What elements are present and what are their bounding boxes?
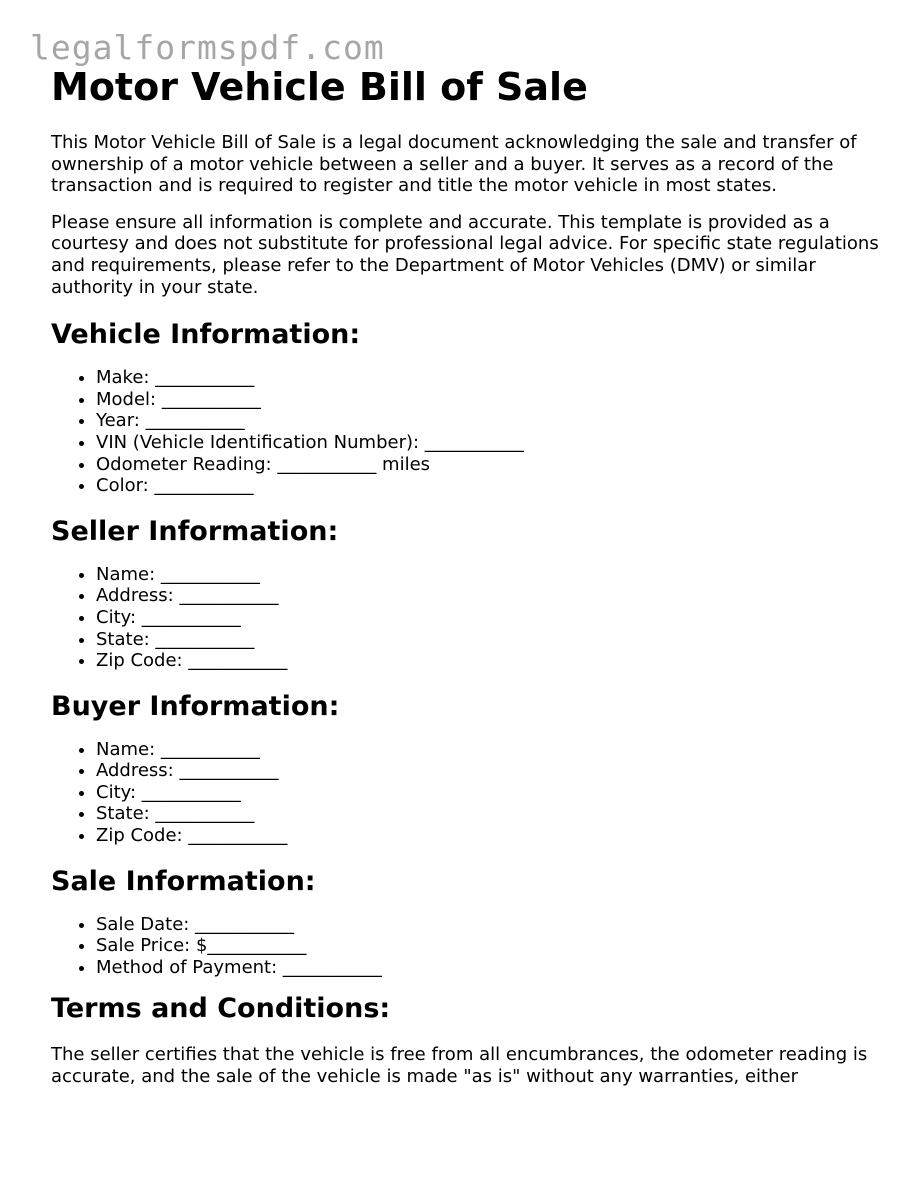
seller-address-field: • Address: ___________ xyxy=(96,585,881,607)
buyer-zip-field: • Zip Code: ___________ xyxy=(96,825,881,847)
buyer-city-field: • City: ___________ xyxy=(96,782,881,804)
vehicle-odometer-field: • Odometer Reading: ___________ miles xyxy=(96,454,881,476)
buyer-fields-list xyxy=(51,739,881,847)
vehicle-vin-field: • VIN (Vehicle Identification Number): ___________ xyxy=(96,432,881,454)
terms-heading: Terms and Conditions: xyxy=(51,993,391,1025)
document-page xyxy=(51,62,881,1088)
sale-heading: Sale Information: xyxy=(51,865,316,897)
vehicle-fields-list xyxy=(51,367,881,497)
vehicle-year-field: • Year: ___________ xyxy=(96,410,881,432)
sale-date-field: • Sale Date: ___________ xyxy=(96,914,881,936)
vehicle-color-field: • Color: ___________ xyxy=(96,475,881,497)
buyer-state-field: • State: ___________ xyxy=(96,803,881,825)
seller-city-field: • City: ___________ xyxy=(96,607,881,629)
vehicle-model-field: • Model: ___________ xyxy=(96,389,881,411)
watermark: legalformspdf.com xyxy=(30,28,385,67)
sale-price-field: • Sale Price: $___________ xyxy=(96,935,881,957)
buyer-address-field: • Address: ___________ xyxy=(96,760,881,782)
seller-heading: Seller Information: xyxy=(51,515,339,547)
terms-paragraph: The seller certifies that the vehicle is free from all encumbrances, the odometer reading is accurate, and the sale of the vehicle is made "as is" without any warranties, either xyxy=(51,1044,868,1088)
page-title: Motor Vehicle Bill of Sale xyxy=(51,65,588,109)
seller-fields-list xyxy=(51,564,881,672)
buyer-heading: Buyer Information: xyxy=(51,690,340,722)
vehicle-make-field: • Make: ___________ xyxy=(96,367,881,389)
buyer-name-field: • Name: ___________ xyxy=(96,739,881,761)
intro-paragraph-1: This Motor Vehicle Bill of Sale is a legal document acknowledging the sale and transfer of ownership of a motor vehicle between a seller and a buyer. It serves as a record of the transaction and is required to register and title the motor vehicle in most states. xyxy=(51,132,857,197)
seller-name-field: • Name: ___________ xyxy=(96,564,881,586)
vehicle-heading: Vehicle Information: xyxy=(51,319,361,351)
seller-zip-field: • Zip Code: ___________ xyxy=(96,650,881,672)
intro-paragraph-2: Please ensure all information is complete and accurate. This template is provided as a courtesy and does not substitute for professional legal advice. For specific state regulations and requirements, please refer to the Department of Motor Vehicles (DMV) or similar authority in your state. xyxy=(51,211,879,298)
sale-fields-list xyxy=(51,914,881,979)
payment-method-field: • Method of Payment: ___________ xyxy=(96,957,881,979)
seller-state-field: • State: ___________ xyxy=(96,629,881,651)
